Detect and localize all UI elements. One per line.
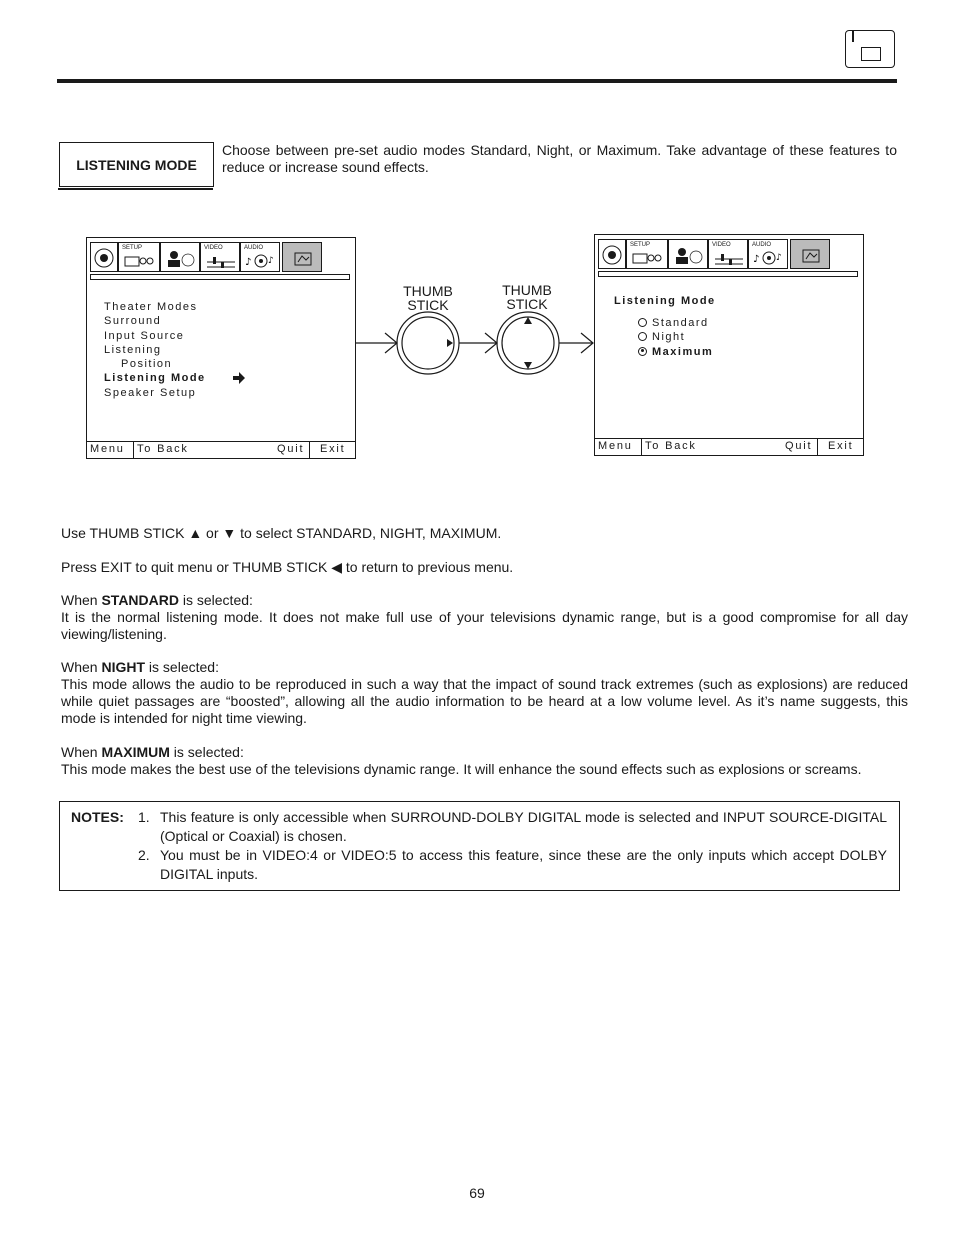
svg-text:♪: ♪ (753, 254, 760, 265)
footer-exit[interactable]: Exit (828, 440, 854, 452)
menu-item-listening-mode[interactable] (104, 371, 206, 385)
maximum-heading: When MAXIMUM is selected: (61, 744, 244, 760)
tab-video[interactable]: VIDEO (200, 242, 240, 272)
down-arrow-icon (524, 362, 532, 369)
joystick-icon (91, 243, 117, 271)
footer-back[interactable]: To Back (645, 440, 697, 452)
film-icon (791, 240, 829, 268)
film-icon (283, 243, 321, 271)
tab-video[interactable]: VIDEO (708, 239, 748, 269)
option-standard[interactable] (638, 316, 713, 330)
menu-screen-audio (86, 237, 356, 459)
radio-icon (638, 332, 647, 341)
option-maximum-label: Maximum (652, 345, 714, 358)
tab-main[interactable] (90, 242, 118, 272)
intro-text: Choose between pre-set audio modes Standard, Night, or Maximum. Take advantage of these features to reduce or increase sound effects. (222, 142, 897, 175)
instruction-exit: Press EXIT to quit menu or THUMB STICK ◀ to return to previous menu. (61, 559, 514, 575)
maximum-description: This mode makes the best use of the televisions dynamic range. It will enhance the sound effects such as explosions or screams. (61, 761, 862, 777)
film-icon (845, 30, 895, 68)
svg-text:♪: ♪ (245, 257, 252, 268)
page-number: 69 (469, 1185, 485, 1201)
option-maximum[interactable] (638, 345, 713, 359)
svg-text:♪: ♪ (268, 256, 274, 266)
tab-underline (598, 271, 858, 277)
option-night-label: Night (652, 331, 686, 344)
option-night[interactable] (638, 330, 713, 344)
menu-item-listening[interactable]: Listening (104, 343, 162, 356)
menu-item-input-source[interactable]: Input Source (104, 329, 185, 342)
up-arrow-icon (524, 317, 532, 324)
menu-item-listening-mode-label: Listening Mode (104, 372, 206, 385)
footer-quit[interactable]: Quit (277, 443, 305, 455)
thumb-stick-label-1: THUMB STICK (403, 283, 453, 313)
notes-label: NOTES: (71, 809, 124, 825)
standard-description: It is the normal listening mode. It does not make full use of your televisions dynamic range, but is a good compromise for all day viewing/listening. (61, 609, 908, 642)
listening-mode-options (638, 316, 713, 359)
tab-theater[interactable] (790, 239, 830, 269)
listening-mode-label: LISTENING MODE (59, 142, 214, 187)
radio-selected-icon (638, 347, 647, 356)
menu-footer (87, 441, 355, 458)
note-2-number: 2. (138, 847, 150, 863)
instruction-select: Use THUMB STICK ▲ or ▼ to select STANDARD, NIGHT, MAXIMUM. (61, 525, 502, 541)
header-rule (57, 79, 897, 83)
note-1-number: 1. (138, 809, 150, 825)
night-heading: When NIGHT is selected: (61, 659, 219, 675)
tab-audio[interactable]: AUDIO ♪ ♪ (240, 242, 280, 272)
person-icon (161, 243, 199, 271)
menu-footer (595, 438, 863, 455)
tab-setup[interactable]: SETUP (118, 242, 160, 272)
standard-heading: When STANDARD is selected: (61, 592, 253, 608)
menu-screen-listening-mode (594, 234, 864, 456)
selection-arrow-icon (232, 372, 246, 384)
footer-menu[interactable]: Menu (598, 440, 633, 452)
footer-menu[interactable]: Menu (90, 443, 125, 455)
footer-exit[interactable]: Exit (320, 443, 346, 455)
footer-quit[interactable]: Quit (785, 440, 813, 452)
notes-box (59, 801, 900, 891)
tab-underline (90, 274, 350, 280)
menu-item-theater-modes[interactable]: Theater Modes (104, 301, 198, 313)
joystick-icon (599, 240, 625, 268)
person-icon (669, 240, 707, 268)
tab-customize[interactable] (668, 239, 708, 269)
footer-back[interactable]: To Back (137, 443, 189, 455)
thumb-stick-diagram (355, 305, 605, 385)
svg-text:♪: ♪ (776, 253, 782, 263)
standard-section (61, 592, 908, 643)
menu-item-speaker-setup[interactable]: Speaker Setup (104, 386, 197, 399)
right-arrow-icon (447, 339, 453, 347)
tab-customize[interactable] (160, 242, 200, 272)
tab-audio[interactable]: AUDIO ♪ ♪ (748, 239, 788, 269)
note-2-text: You must be in VIDEO:4 or VIDEO:5 to access this feature, since these are the only inputs which accept DOLBY DIGITAL inputs. (160, 847, 887, 882)
night-section (61, 659, 908, 727)
menu-item-surround[interactable]: Surround (104, 315, 162, 328)
menu-item-position[interactable]: Position (121, 358, 173, 371)
radio-icon (638, 318, 647, 327)
night-description: This mode allows the audio to be reproduced in such a way that the impact of sound track extremes (such as explosions) are reduced while quiet passages are “boosted”, allowing all the audio information to be heard at a low volume level. As it’s name suggests, this mode is intended for night time viewing. (61, 676, 908, 726)
listening-mode-title: Listening Mode (614, 295, 716, 307)
tab-main[interactable] (598, 239, 626, 269)
maximum-section (61, 744, 908, 778)
tab-setup[interactable]: SETUP (626, 239, 668, 269)
note-1-text: This feature is only accessible when SURROUND-DOLBY DIGITAL mode is selected and INPUT SOURCE-DIGITAL (Optical or Coaxial) is chosen. (160, 809, 887, 844)
thumb-stick-label-2: THUMB STICK (502, 282, 552, 312)
tab-theater[interactable] (282, 242, 322, 272)
menu-list (104, 300, 206, 400)
option-standard-label: Standard (652, 317, 709, 329)
